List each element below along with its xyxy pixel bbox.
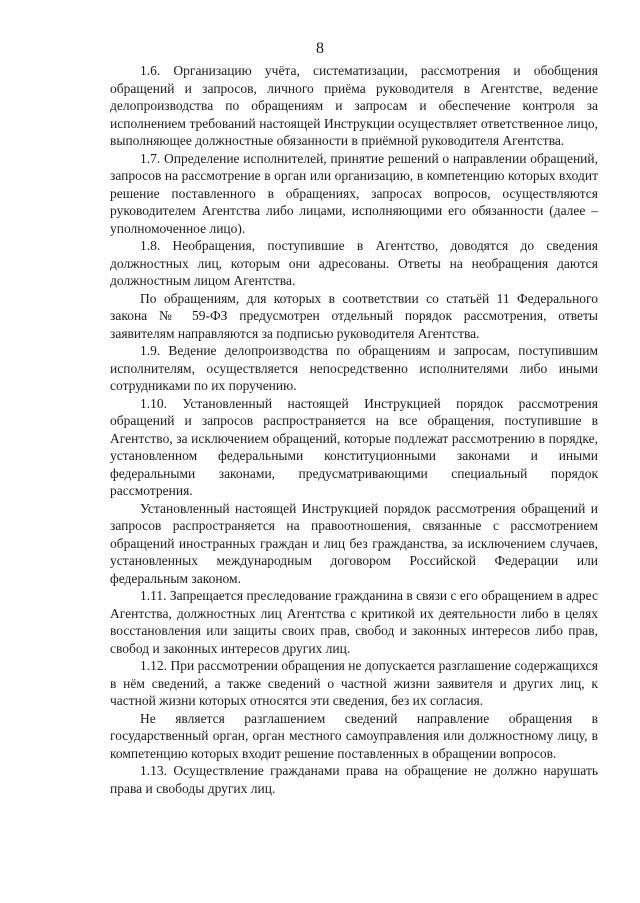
paragraph-1-10-continued: Установленный настоящей Инструкцией порядок рассмотрения обращений и запросов распространяется на правоотношения, связанные с рассмотрением обращений иностранных граждан и лиц без гражданства, за исключением случаев, установленных международным договором Российской Федерации или федеральным законом.	[110, 500, 598, 586]
page-number: 8	[316, 40, 324, 57]
paragraph-1-12-continued: Не является разглашением сведений направление обращения в государственный орган, орган местного самоуправления или должностному лицу, в компетенцию которых входит решение поставленных в обращении вопросов.	[110, 710, 598, 761]
paragraph-1-11: 1.11. Запрещается преследование гражданина в связи с его обращением в адрес Агентства, должностных лиц Агентства с критикой их деятельности либо в целях восстановления или защиты своих прав, свобод и законных интересов либо прав, свобод и законных интересов других лиц.	[110, 588, 598, 656]
paragraph-1-7: 1.7. Определение исполнителей, принятие решений о направлении обращений, запросов на рассмотрение в орган или организацию, в компетенцию которых входит решение поставленного в обращениях, запросах вопросов, осуществляются руководителем Агентства либо лицами, исполняющими его обязанности (далее – уполномоченное лицо).	[110, 150, 598, 236]
paragraph-1-9: 1.9. Ведение делопроизводства по обращениям и запросам, поступившим исполнителям, осуществляется непосредственно исполнителями либо иными сотрудниками по их поручению.	[110, 343, 598, 393]
paragraph-1-8: 1.8. Необращения, поступившие в Агентство, доводятся до сведения должностных лиц, которым они адресованы. Ответы на необращения даются должностным лицом Агентства.	[110, 238, 598, 288]
paragraph-1-13: 1.13. Осуществление гражданами права на обращение не должно нарушать права и свободы других лиц.	[110, 763, 598, 796]
paragraph-1-12: 1.12. При рассмотрении обращения не допускается разглашение содержащихся в нём сведений, а также сведений о частной жизни заявителя и других лиц, к частной жизни которых относятся эти сведения, без их согласия.	[110, 658, 598, 708]
paragraph-1-8-continued: По обращениям, для которых в соответствии со статьёй 11 Федерального закона № 59-ФЗ предусмотрен отдельный порядок рассмотрения, ответы заявителям направляются за подписью руководителя Агентства.	[110, 290, 598, 341]
document-body	[110, 62, 598, 797]
paragraph-1-10: 1.10. Установленный настоящей Инструкцией порядок рассмотрения обращений и запросов распространяется на все обращения, поступившие в Агентство, за исключением обращений, которые подлежат рассмотрению в порядке, установленном федеральными конституционными законами и иными федеральными законами, предусматривающими специальный порядок рассмотрения.	[110, 395, 598, 498]
paragraph-1-6: 1.6. Организацию учёта, систематизации, рассмотрения и обобщения обращений и запросов, личного приёма руководителя в Агентстве, ведение делопроизводства по обращениям и запросам и обеспечение контроля за исполнением требований настоящей Инструкции осуществляет ответственное лицо, выполняющее должностные обязанности в приёмной руководителя Агентства.	[110, 63, 598, 148]
